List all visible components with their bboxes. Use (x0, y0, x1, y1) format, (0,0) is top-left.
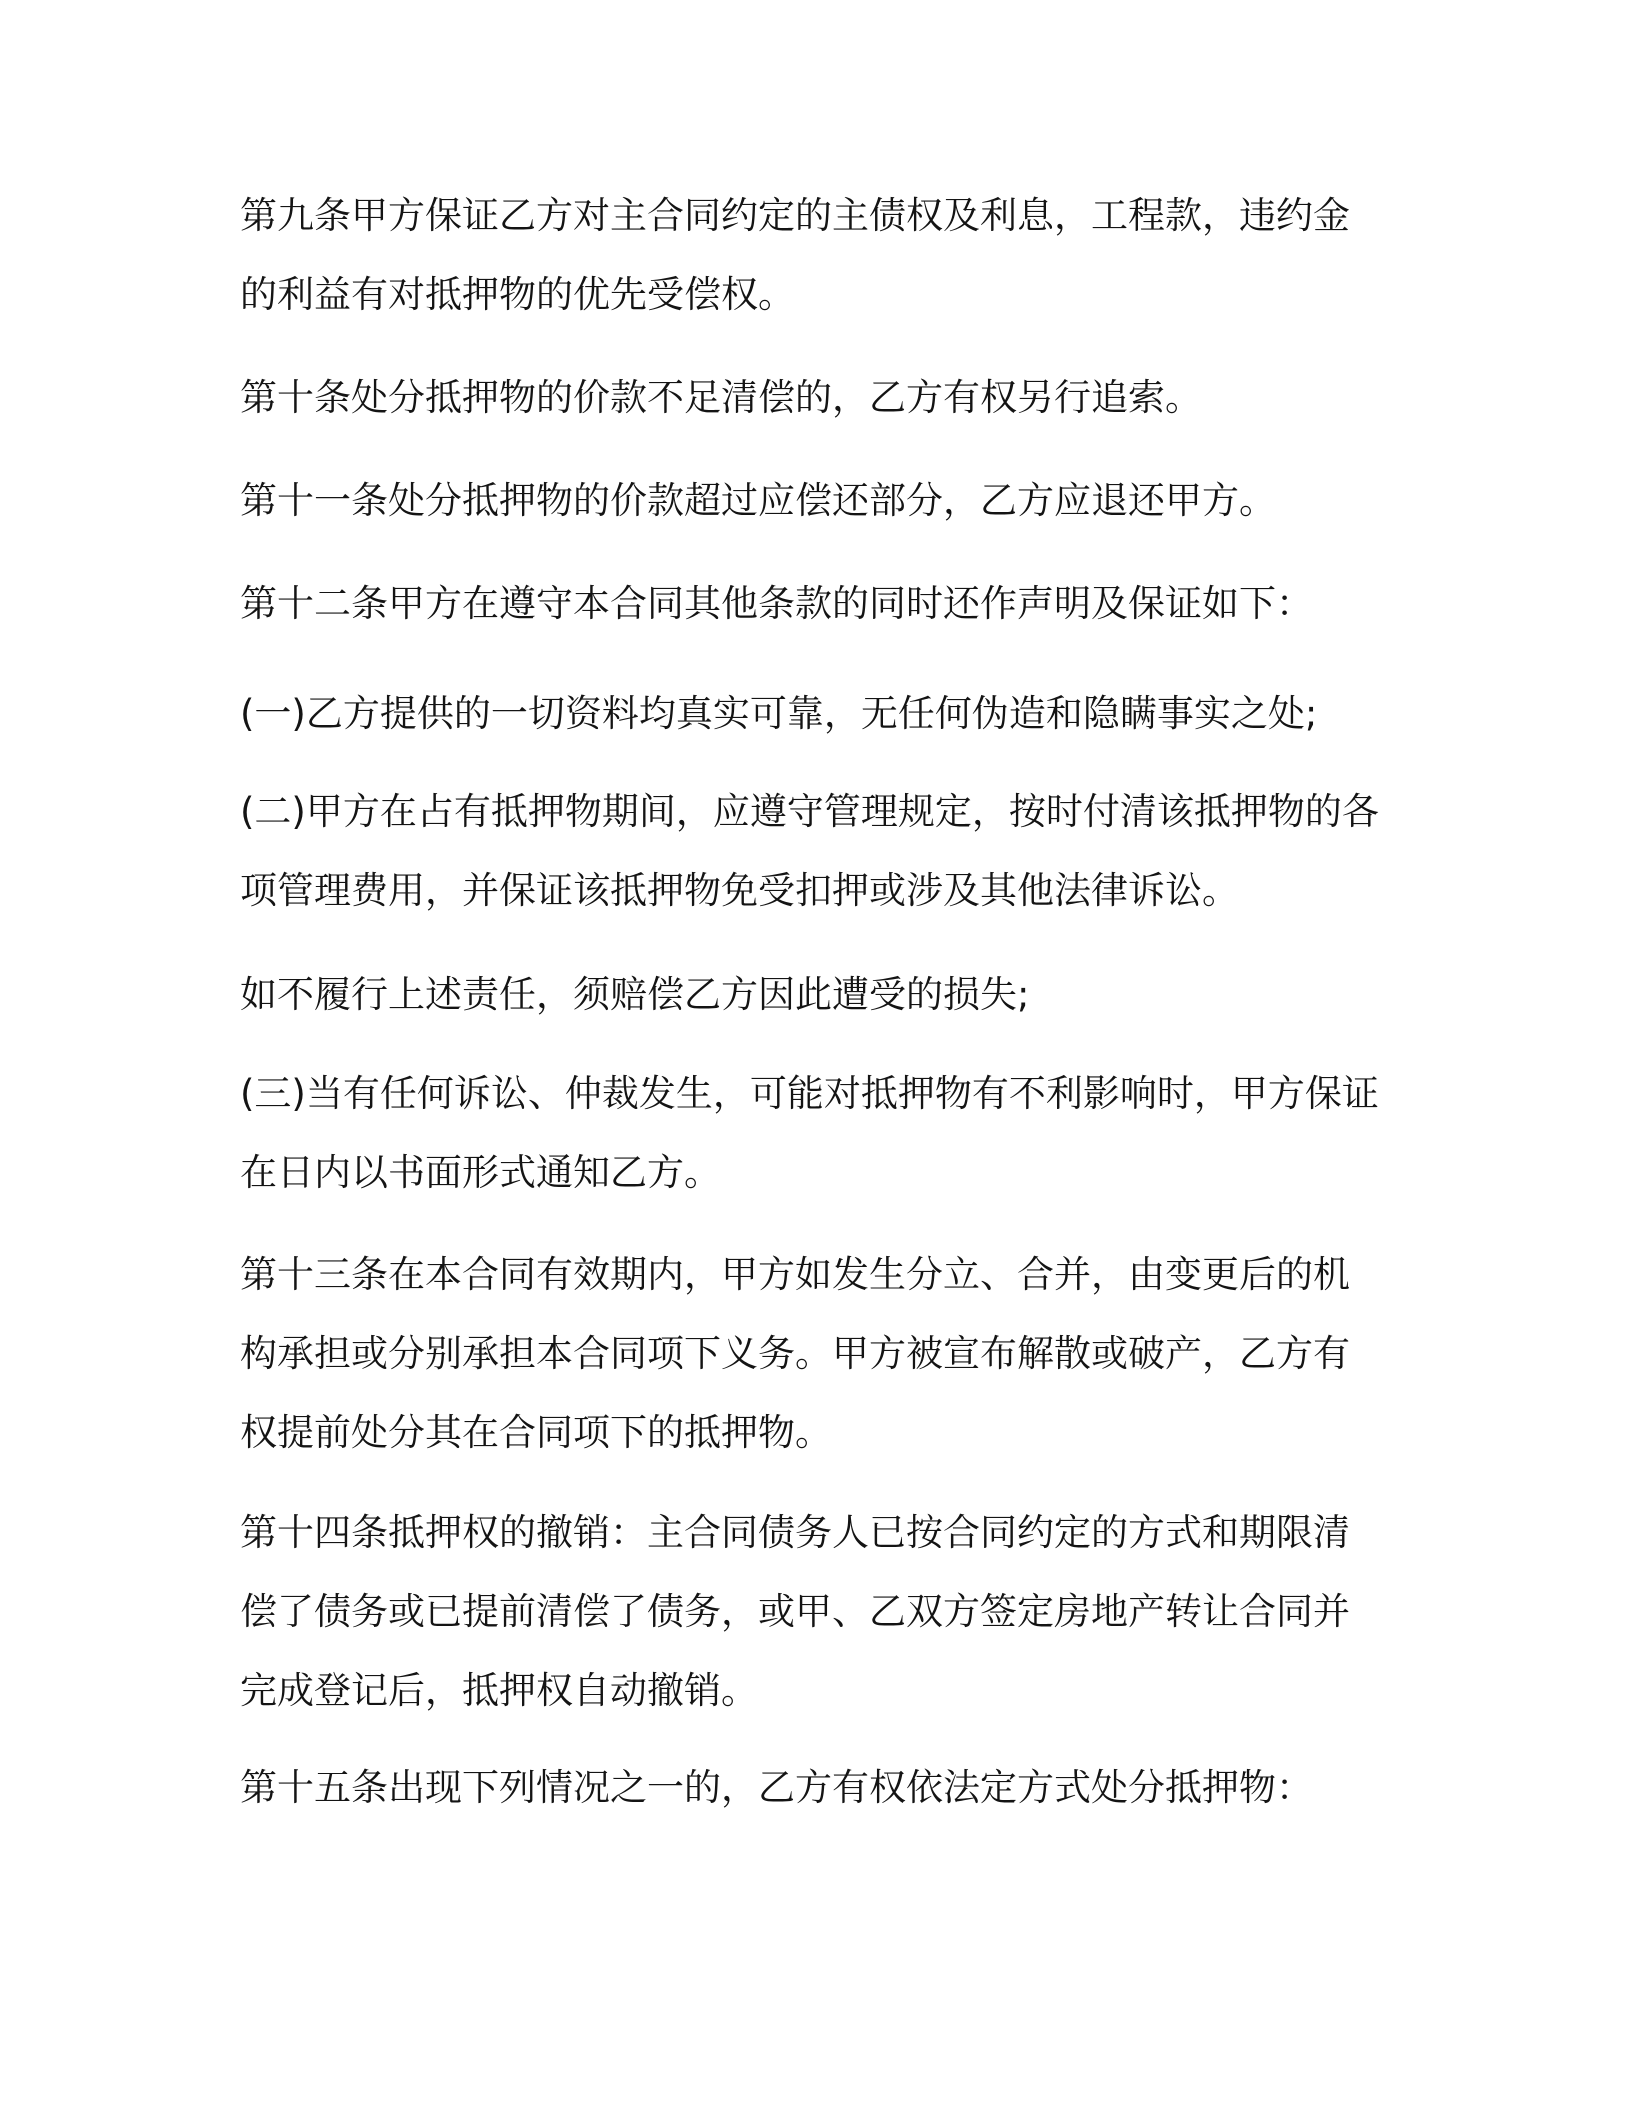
clause-12-item-1: (一)乙方提供的一切资料均真实可靠，无任何伪造和隐瞒事实之处; (240, 692, 1318, 735)
clause-12-item-2-note: 如不履行上述责任，须赔偿乙方因此遭受的损失; (240, 973, 1030, 1016)
clause-12-item-3: (三)当有任何诉讼、仲裁发生，可能对抵押物有不利影响时，甲方保证 在日内以书面形式通知乙方。 (240, 1072, 1379, 1194)
clause-13-paragraph: 第十三条在本合同有效期内，甲方如发生分立、合并，由变更后的机 构承担或分别承担本合同项下义务。甲方被宣布解散或破产，乙方有 权提前处分其在合同项下的抵押物。 (240, 1253, 1350, 1454)
clause-15-paragraph: 第十五条出现下列情况之一的，乙方有权依法定方式处分抵押物： (240, 1766, 1313, 1809)
clause-10-paragraph: 第十条处分抵押物的价款不足清偿的，乙方有权另行追索。 (240, 376, 1202, 419)
clause-12-paragraph: 第十二条甲方在遵守本合同其他条款的同时还作声明及保证如下： (240, 582, 1313, 625)
clause-9-paragraph: 第九条甲方保证乙方对主合同约定的主债权及利息，工程款，违约金 的利益有对抵押物的优先受偿权。 (240, 194, 1350, 316)
clause-12-item-2: (二)甲方在占有抵押物期间，应遵守管理规定，按时付清该抵押物的各 项管理费用，并保证该抵押物免受扣押或涉及其他法律诉讼。 (240, 790, 1379, 912)
clause-11-paragraph: 第十一条处分抵押物的价款超过应偿还部分，乙方应退还甲方。 (240, 479, 1276, 522)
clause-14-paragraph: 第十四条抵押权的撤销：主合同债务人已按合同约定的方式和期限清 偿了债务或已提前清偿了债务，或甲、乙双方签定房地产转让合同并 完成登记后，抵押权自动撤销。 (240, 1511, 1350, 1712)
